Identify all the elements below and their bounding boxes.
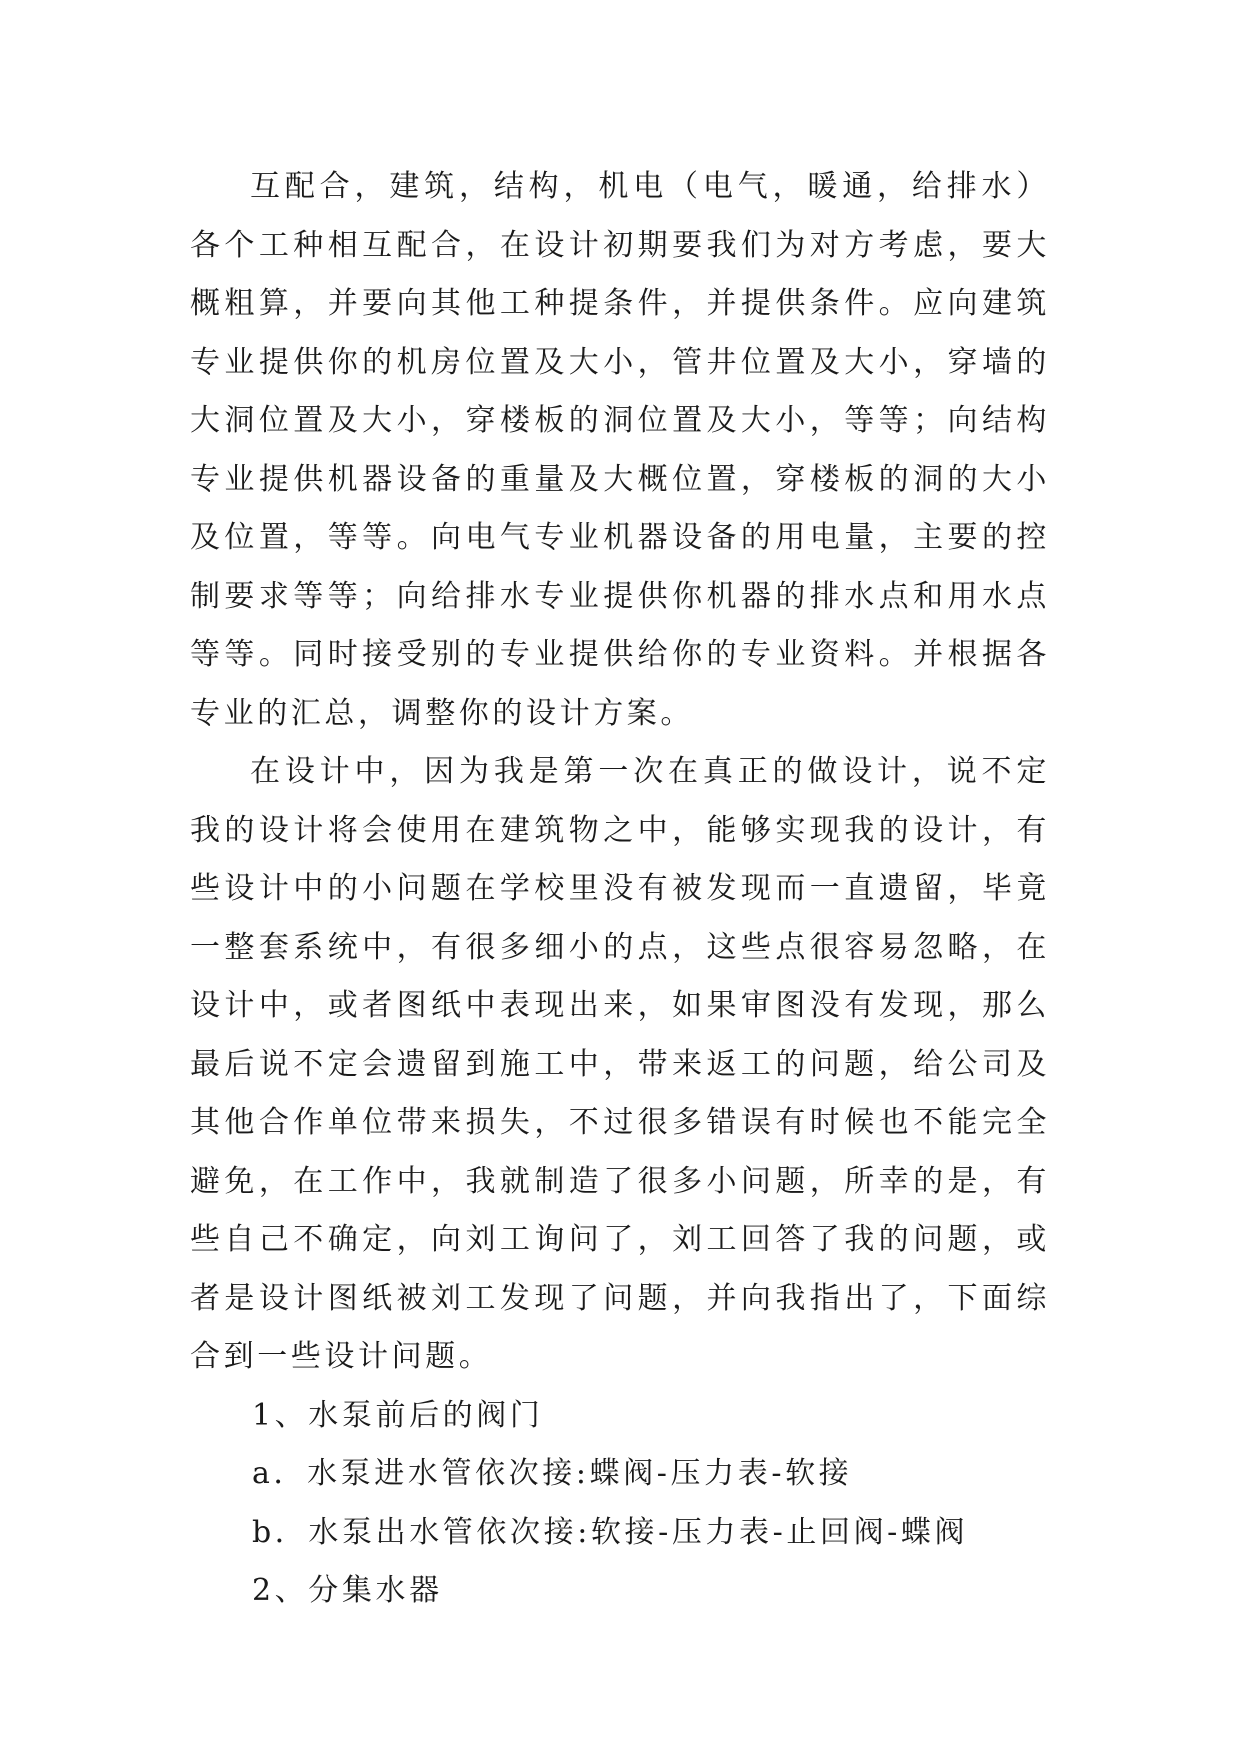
body-paragraph-2: 在设计中，因为我是第一次在真正的做设计，说不定我的设计将会使用在建筑物之中，能够实现我的设计，有些设计中的小问题在学校里没有被发现而一直遗留，毕竟一整套系统中，有很多细小的点，这些点很容易忽略，在设计中，或者图纸中表现出来，如果审图没有发现，那么最后说不定会遗留到施工中，带来返工的问题，给公司及其他合作单位带来损失，不过很多错误有时候也不能完全避免，在工作中，我就制造了很多小问题，所幸的是，有些自己不确定，向刘工询问了，刘工回答了我的问题，或者是设计图纸被刘工发现了问题，并向我指出了，下面综合到一些设计问题。 — [190, 754, 1050, 1374]
list-item-pump-outlet: b．水泵出水管依次接:软接-压力表-止回阀-蝶阀 — [252, 1514, 969, 1550]
document-body — [190, 158, 1050, 1621]
body-paragraph-1: 互配合，建筑，结构，机电（电气，暖通，给排水）各个工种相互配合，在设计初期要我们为对方考虑，要大概粗算，并要向其他工种提条件，并提供条件。应向建筑专业提供你的机房位置及大小，管井位置及大小，穿墙的大洞位置及大小，穿楼板的洞位置及大小，等等；向结构专业提供机器设备的重量及大概位置，穿楼板的洞的大小及位置，等等。向电气专业机器设备的用电量，主要的控制要求等等；向给排水专业提供你机器的排水点和用水点等等。同时接受别的专业提供给你的专业资料。并根据各专业的汇总，调整你的设计方案。 — [190, 169, 1050, 731]
list-item-manifold: 2、分集水器 — [252, 1573, 443, 1608]
list-item-pump-valves: 1、水泵前后的阀门 — [252, 1397, 544, 1433]
list-item-pump-inlet: a．水泵进水管依次接:蝶阀-压力表-软接 — [252, 1456, 853, 1491]
